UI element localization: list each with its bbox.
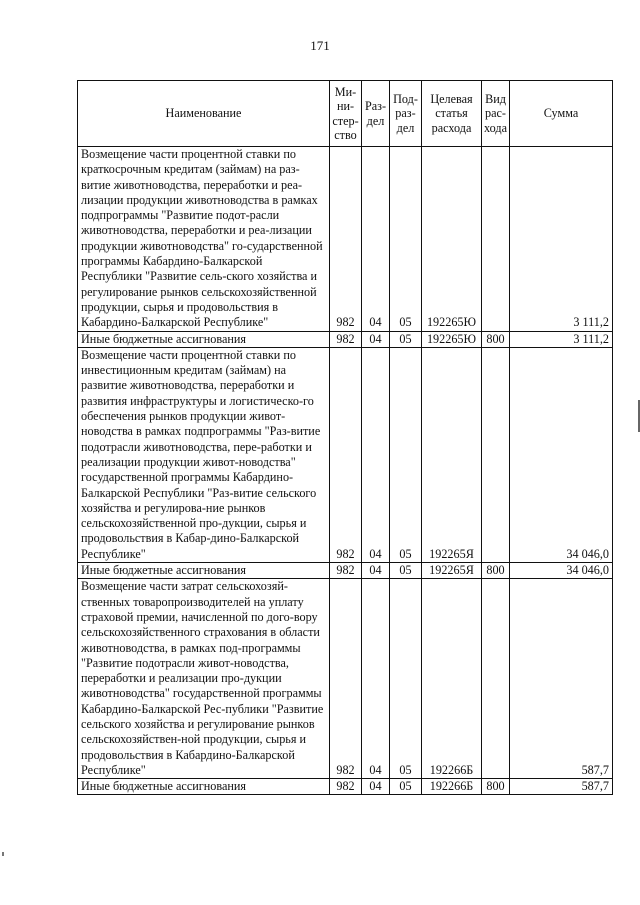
row-name: Иные бюджетные ассигнования — [78, 779, 330, 795]
row-subsection: 05 — [390, 579, 422, 779]
row-ministry: 982 — [330, 347, 362, 562]
row-subsection: 05 — [390, 779, 422, 795]
row-sum: 34 046,0 — [510, 347, 613, 562]
row-expense-type: 800 — [482, 563, 510, 579]
row-section: 04 — [362, 563, 390, 579]
row-section: 04 — [362, 147, 390, 332]
row-target-article: 192265Я — [422, 347, 482, 562]
row-subsection: 05 — [390, 331, 422, 347]
row-target-article: 192265Я — [422, 563, 482, 579]
row-subsection: 05 — [390, 147, 422, 332]
page-number: 171 — [310, 38, 330, 53]
row-expense-type — [482, 347, 510, 562]
row-expense-type: 800 — [482, 331, 510, 347]
header-section: Раз- дел — [362, 81, 390, 147]
row-section: 04 — [362, 331, 390, 347]
header-name: Наименование — [78, 81, 330, 147]
row-ministry: 982 — [330, 779, 362, 795]
header-target-article: Целевая статья расхода — [422, 81, 482, 147]
row-ministry: 982 — [330, 331, 362, 347]
row-subsection: 05 — [390, 563, 422, 579]
header-sum: Сумма — [510, 81, 613, 147]
table-row — [78, 563, 613, 579]
row-sum: 3 111,2 — [510, 331, 613, 347]
table-row — [78, 579, 613, 779]
row-name: Возмещение части процентной ставки по краткосрочным кредитам (займам) на раз-витие животноводства, переработки и реа-лизации продукции животноводства в рамках подпрограммы "Развитие подот-расли животноводства, переработки и реа-лизации продукции животноводства" го-сударственной программы Кабардино-Балкарской Республики "Развитие сель-ского хозяйства и регулирование рынков сельскохозяйственной продукции, сырья и продовольствия в Кабардино-Балкарской Республике" — [78, 147, 330, 332]
header-expense-type: Вид рас- хода — [482, 81, 510, 147]
header-ministry: Ми- ни- стер- ство — [330, 81, 362, 147]
row-section: 04 — [362, 579, 390, 779]
budget-table — [77, 80, 613, 795]
scan-margin-dot — [2, 852, 4, 856]
row-section: 04 — [362, 347, 390, 562]
table-row — [78, 347, 613, 562]
table-row — [78, 779, 613, 795]
row-name: Иные бюджетные ассигнования — [78, 331, 330, 347]
row-section: 04 — [362, 779, 390, 795]
table-header-row — [78, 81, 613, 147]
row-subsection: 05 — [390, 347, 422, 562]
row-sum: 587,7 — [510, 579, 613, 779]
row-ministry: 982 — [330, 579, 362, 779]
row-target-article: 192265Ю — [422, 147, 482, 332]
row-name: Иные бюджетные ассигнования — [78, 563, 330, 579]
row-ministry: 982 — [330, 147, 362, 332]
row-expense-type — [482, 147, 510, 332]
row-target-article: 192266Б — [422, 579, 482, 779]
row-sum: 3 111,2 — [510, 147, 613, 332]
row-ministry: 982 — [330, 563, 362, 579]
row-expense-type: 800 — [482, 779, 510, 795]
row-name: Возмещение части затрат сельскохозяй-ственных товаропроизводителей на уплату страховой премии, начисленной по дого-вору сельскохозяйственного страхования в области животноводства, в рамках под-программы "Развитие подотрасли живот-новодства, переработки и реализации про-дукции животноводства" государственной программы Кабардино-Балкарской Рес-публики "Развитие сельского хозяйства и регулирование рынков сельскохозяйствен-ной продукции, сырья и продовольствия в Кабардино-Балкарской Республике" — [78, 579, 330, 779]
row-name: Возмещение части процентной ставки по инвестиционным кредитам (займам) на развитие животноводства, переработки и развития инфраструктуры и логистическо-го обеспечения рынков продукции живот-новодства в рамках подпрограммы "Раз-витие подотрасли животноводства, пере-работки и реализации продукции живот-новодства" государственной программы Кабардино-Балкарской Республики "Раз-витие сельского хозяйства и регулирова-ние рынков сельскохозяйственной про-дукции, сырья и продовольствия в Кабар-дино-Балкарской Республике" — [78, 347, 330, 562]
table-row — [78, 147, 613, 332]
table-row — [78, 331, 613, 347]
row-sum: 587,7 — [510, 779, 613, 795]
row-sum: 34 046,0 — [510, 563, 613, 579]
header-subsection: Под- раз- дел — [390, 81, 422, 147]
row-expense-type — [482, 579, 510, 779]
row-target-article: 192266Б — [422, 779, 482, 795]
row-target-article: 192265Ю — [422, 331, 482, 347]
